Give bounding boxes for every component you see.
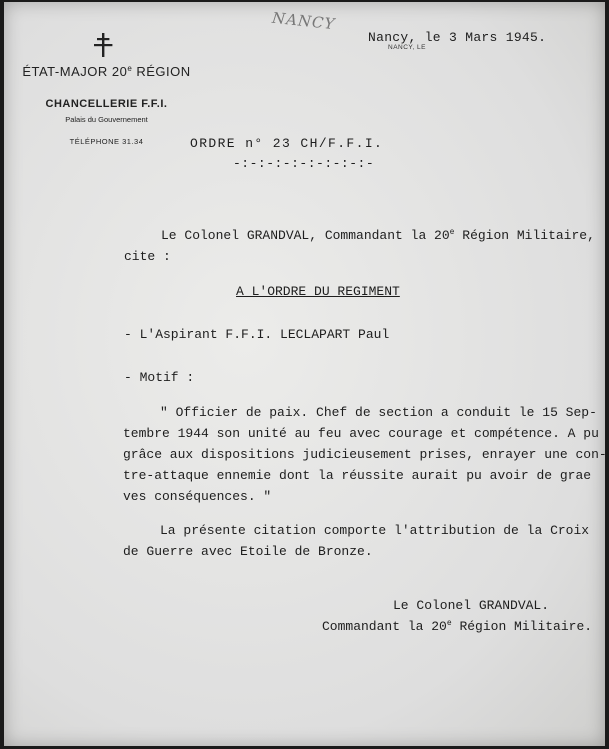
document-page <box>4 2 605 746</box>
motif-line: ves conséquences. " <box>123 489 272 504</box>
handwritten-annotation: NANCY <box>271 8 337 34</box>
intro-cite: cite : <box>124 249 171 264</box>
letterhead-chancellery: CHANCELLERIE F.F.I. <box>45 98 168 110</box>
motif-line: tembre 1944 son unité au feu avec courage et compétence. A pu <box>123 426 599 441</box>
motif-line: tre-attaque ennemie dont la réussite aurait pu avoir de grae <box>123 468 592 483</box>
order-number: ORDRE n° 23 CH/F.F.I. <box>190 136 384 151</box>
recipient-line: - L'Aspirant F.F.I. LECLAPART Paul <box>124 327 390 342</box>
letterhead-phone: TÉLÉPHONE 31.34 <box>69 137 144 146</box>
cross-of-lorraine-icon <box>92 32 114 58</box>
signature-title: Commandant la 20e Région Militaire. <box>322 619 593 634</box>
intro-line: Le Colonel GRANDVAL, Commandant la 20e Région Militaire, <box>161 228 595 243</box>
motif-line: grâce aux dispositions judicieusement prises, enrayer une con- <box>123 447 607 462</box>
award-line: de Guerre avec Etoile de Bronze. <box>123 544 373 559</box>
signature-name: Le Colonel GRANDVAL. <box>393 598 550 613</box>
letterhead-staff: ÉTAT-MAJOR 20e RÉGION <box>22 64 191 79</box>
printed-date-label: NANCY, LE <box>388 44 426 51</box>
letterhead-address: Palais du Gouvernement <box>65 115 148 124</box>
citation-title: A L'ORDRE DU REGIMENT <box>236 284 400 299</box>
motif-line: " Officier de paix. Chef de section a conduit le 15 Sep- <box>160 405 597 420</box>
award-line: La présente citation comporte l'attribution de la Croix <box>160 523 590 538</box>
order-decoration: -:-:-:-:-:-:-:-:- <box>233 156 375 171</box>
motif-label: - Motif : <box>124 370 195 385</box>
document-date: Nancy, le 3 Mars 1945. <box>368 30 547 45</box>
